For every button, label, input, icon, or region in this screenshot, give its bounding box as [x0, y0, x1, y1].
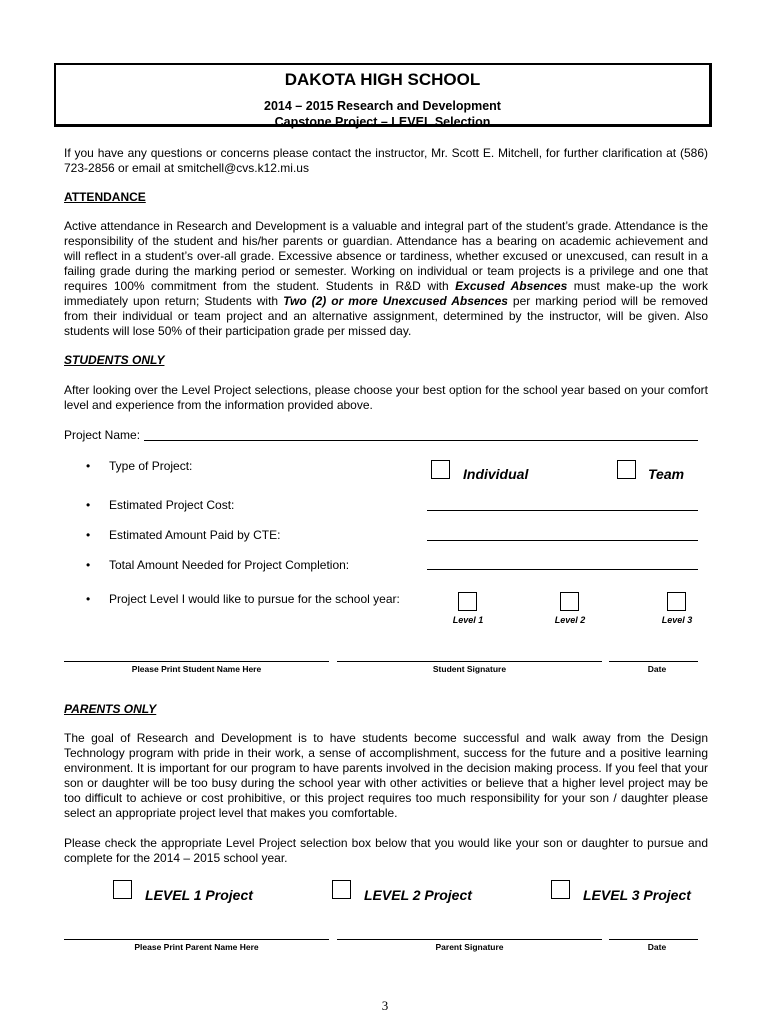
- level-1-checkbox[interactable]: [458, 592, 477, 611]
- excused-absences-text: Excused Absences: [455, 279, 568, 293]
- level-1-label: Level 1: [452, 615, 484, 625]
- parents-heading: PARENTS ONLY: [64, 702, 157, 716]
- student-date-field[interactable]: [609, 661, 698, 662]
- estimated-cost-field[interactable]: [427, 510, 698, 511]
- parent-level-3-label: LEVEL 3 Project: [583, 887, 691, 903]
- parent-signature-field[interactable]: [337, 939, 602, 940]
- parent-level-1-checkbox[interactable]: [113, 880, 132, 899]
- level-2-checkbox[interactable]: [560, 592, 579, 611]
- project-name-label: Project Name:: [64, 428, 141, 442]
- parents-instruction: Please check the appropriate Level Project selection box below that you would like your son or daughter to pursue and complete for the 2014 – 2015 school year.: [64, 836, 708, 865]
- header-subtitle-2: Capstone Project – LEVEL Selection: [274, 115, 491, 129]
- level-2-label: Level 2: [554, 615, 586, 625]
- bullet-icon: •: [86, 528, 91, 542]
- parent-date-label: Date: [647, 942, 667, 952]
- individual-checkbox[interactable]: [431, 460, 450, 479]
- attendance-text-1: Active attendance in Research and Development is a valuable and integral part of the student’s grade. Attendance is the responsibility of the student and his/her parents or guardian. Attendance has a bearing on academic achievement and will reflect in a student’s over-all grade. Excessive absence or tardiness, whether excused or unexcused, can result in a failing grade during the marking period or semester. Working on individual or team projects is a privilege and one that requires 100% commitment from the student. Students in R&D with: [64, 219, 708, 293]
- student-name-field[interactable]: [64, 661, 329, 662]
- level-3-label: Level 3: [661, 615, 693, 625]
- student-signature-label: Student Signature: [432, 664, 507, 674]
- project-level-label: Project Level I would like to pursue for the school year:: [109, 592, 400, 606]
- students-heading: STUDENTS ONLY: [64, 353, 165, 367]
- student-signature-field[interactable]: [337, 661, 602, 662]
- level-3-checkbox[interactable]: [667, 592, 686, 611]
- parent-signature-label: Parent Signature: [435, 942, 504, 952]
- intro-paragraph: If you have any questions or concerns please contact the instructor, Mr. Scott E. Mitchell, for further clarification at (586) 723-2856 or email at smitchell@cvs.k12.mi.us: [64, 146, 708, 175]
- header-subtitle-1: 2014 – 2015 Research and Development: [264, 99, 501, 113]
- parent-level-2-checkbox[interactable]: [332, 880, 351, 899]
- school-name: DAKOTA HIGH SCHOOL: [284, 70, 481, 89]
- team-label: Team: [648, 466, 685, 482]
- parent-name-field[interactable]: [64, 939, 329, 940]
- project-name-field[interactable]: [144, 440, 698, 441]
- bullet-icon: •: [86, 498, 91, 512]
- attendance-heading: ATTENDANCE: [64, 190, 146, 204]
- type-of-project-label: Type of Project:: [109, 459, 193, 473]
- total-amount-field[interactable]: [427, 569, 698, 570]
- team-checkbox[interactable]: [617, 460, 636, 479]
- students-paragraph: After looking over the Level Project selections, please choose your best option for the school year based on your comfort level and experience from the information provided above.: [64, 383, 708, 412]
- parents-paragraph: The goal of Research and Development is to have students become successful and walk away from the Design Technology program with pride in their work, a sense of accomplishment, success for the future and a positive learning environment. It is important for our program to have parents involved in the decision making process. If you feel that your son or daughter will be too busy during the school year with other activities or believe that a higher level project may be too difficult to achieve or cost prohibitive, or this project requires too much responsibility for your son / daughter please select an appropriate project level that makes you comfortable.: [64, 731, 708, 820]
- estimated-cost-label: Estimated Project Cost:: [109, 498, 235, 512]
- amount-paid-cte-field[interactable]: [427, 540, 698, 541]
- bullet-icon: •: [86, 558, 91, 572]
- parent-level-3-checkbox[interactable]: [551, 880, 570, 899]
- page-number: 3: [381, 998, 389, 1013]
- parent-name-label: Please Print Parent Name Here: [134, 942, 259, 952]
- bullet-icon: •: [86, 592, 91, 606]
- unexcused-absences-text: Two (2) or more Unexcused Absences: [283, 294, 508, 308]
- total-amount-label: Total Amount Needed for Project Completion:: [109, 558, 350, 572]
- bullet-icon: •: [86, 459, 91, 473]
- parent-level-1-label: LEVEL 1 Project: [145, 887, 253, 903]
- student-name-label: Please Print Student Name Here: [131, 664, 262, 674]
- attendance-text-2: must make-up the work immediately upon return; Students with: [64, 279, 709, 308]
- header-box: [54, 63, 712, 127]
- attendance-text-3: per marking period will be removed from their individual or team project and an alternative assignment, determined by the instructor, will be given. Also students will lose 50% of their participation grade per missed day.: [64, 294, 708, 338]
- student-date-label: Date: [647, 664, 667, 674]
- individual-label: Individual: [463, 466, 529, 482]
- attendance-paragraph: [64, 219, 708, 339]
- parent-level-2-label: LEVEL 2 Project: [364, 887, 472, 903]
- parent-date-field[interactable]: [609, 939, 698, 940]
- amount-paid-cte-label: Estimated Amount Paid by CTE:: [109, 528, 281, 542]
